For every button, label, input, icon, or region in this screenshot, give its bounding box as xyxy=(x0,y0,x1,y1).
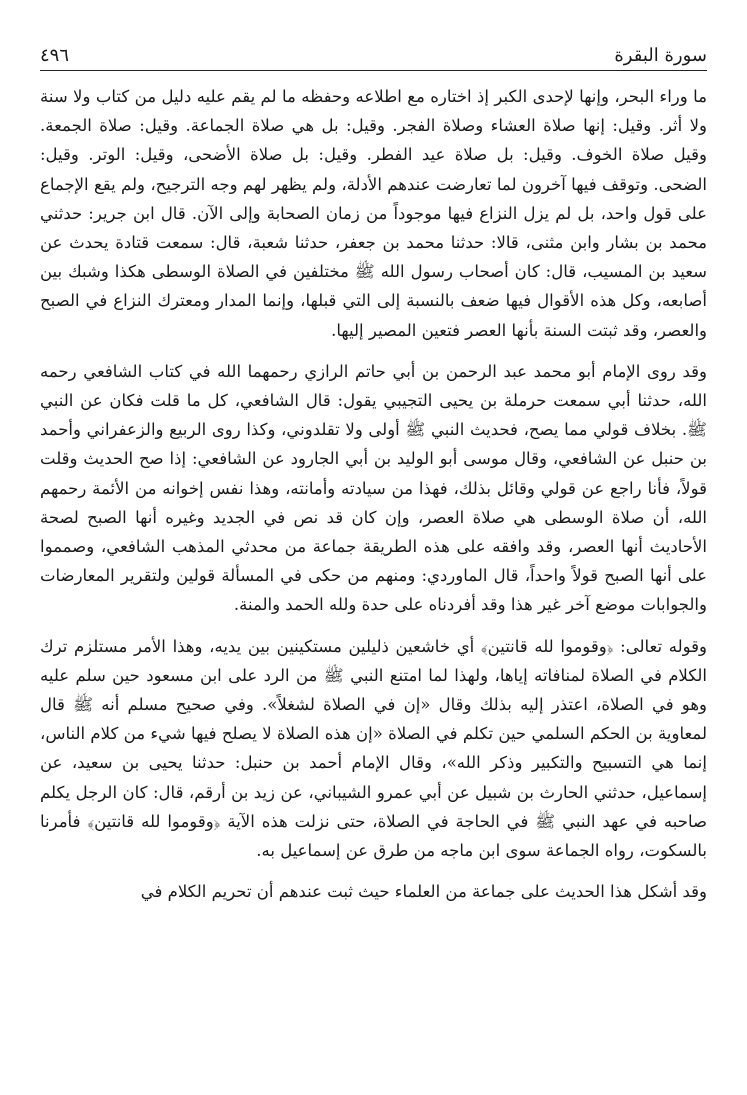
paragraph: وقوله تعالى: ﴿وقوموا لله قانتين﴾ أي خاشعين ذليلين مستكينين بين يديه، وهذا الأمر مستلزم ترك الكلام في الصلاة لمنافاته إياها، ولهذا لما امتنع النبي ﷺ من الرد على ابن مسعود حين سلم عليه وهو في الصلاة، اعتذر إليه بذلك وقال «إن في الصلاة لشغلاً». وفي صحيح مسلم أنه ﷺ قال لمعاوية بن الحكم السلمي حين تكلم في الصلاة «إن هذه الصلاة لا يصلح فيها شيء من كلام الناس، إنما هي التسبيح والتكبير وذكر الله»، وقال الإمام أحمد بن حنبل: حدثنا يحيى بن سعيد، عن إسماعيل، حدثني الحارث بن شبيل عن أبي عمرو الشيباني، عن زيد بن أرقم، قال: كان الرجل يكلم صاحبه في عهد النبي ﷺ في الحاجة في الصلاة، حتى نزلت هذه الآية ﴿وقوموا لله قانتين﴾ فأمرنا بالسكوت، رواه الجماعة سوى ابن ماجه من طرق عن إسماعيل به. xyxy=(40,636,707,861)
paragraph: ما وراء البحر، وإنها لإحدى الكبر إذ اختاره مع اطلاعه وحفظه ما لم يقم عليه دليل من كتاب ولا سنة ولا أثر. وقيل: إنها صلاة العشاء وصلاة الفجر. وقيل: بل هي صلاة الجماعة. وقيل: صلاة الجمعة. وقيل صلاة الخوف. وقيل: بل صلاة عيد الفطر. وقيل: بل صلاة الأضحى، وقيل: الوتر. وقيل: الضحى. وتوقف فيها آخرون لما تعارضت عندهم الأدلة، ولم يظهر لهم وجه الترجيح، ولم يقع الإجماع على قول واحد، بل لم يزل النزاع فيها موجوداً من زمان الصحابة وإلى الآن. قال ابن جرير: حدثني محمد بن بشار وابن مثنى، قالا: حدثنا محمد بن جعفر، حدثنا شعبة، قال: سمعت قتادة يحدث عن سعيد بن المسيب، قال: كان أصحاب رسول الله ﷺ مختلفين في الصلاة الوسطى هكذا وشبك بين أصابعه، وكل هذه الأقوال فيها ضعف بالنسبة إلى التي قبلها، وإنما المدار ومعترك النزاع في الصبح والعصر، وقد ثبتت السنة بأنها العصر فتعين المصير إليها. xyxy=(40,87,708,340)
page-number: ٤٩٦ xyxy=(40,45,70,66)
body-text xyxy=(40,82,707,906)
running-header xyxy=(40,40,707,66)
paragraph: وقد أشكل هذا الحديث على جماعة من العلماء حيث ثبت عندهم أن تحريم الكلام في xyxy=(140,882,707,902)
header-divider xyxy=(40,70,707,71)
surah-title: سورة البقرة xyxy=(614,45,707,66)
paragraph: وقد روى الإمام أبو محمد عبد الرحمن بن أبي حاتم الرازي رحمهما الله في كتاب الشافعي رحمه الله، حدثنا أبي سمعت حرملة بن يحيى التجيبي يقول: قال الشافعي، كل ما قلت فكان عن النبي ﷺ. بخلاف قولي مما يصح، فحديث النبي ﷺ أولى ولا تقلدوني، وكذا روى الربيع والزعفراني وأحمد بن حنبل عن الشافعي، وقال موسى أبو الوليد بن أبي الجارود عن الشافعي: إذا صح الحديث وقلت قولاً، فأنا راجع عن قولي وقائل بذلك، فهذا من سيادته وأمانته، وهذا نفس إخوانه من الأئمة رحمهم الله، أن صلاة الوسطى هي صلاة العصر، وإن كان قد نص في الجديد وغيره أنها الصبح لصحة الأحاديث أنها العصر، وقد وافقه على هذه الطريقة جماعة من محدثي المذهب الشافعي، وصمموا على أنها الصبح قولاً واحداً، قال الماوردي: ومنهم من حكى في المسألة قولين ولتقرير المعارضات والجوابات موضع آخر غير هذا وقد أفردناه على حدة ولله الحمد والمنة. xyxy=(40,361,707,615)
